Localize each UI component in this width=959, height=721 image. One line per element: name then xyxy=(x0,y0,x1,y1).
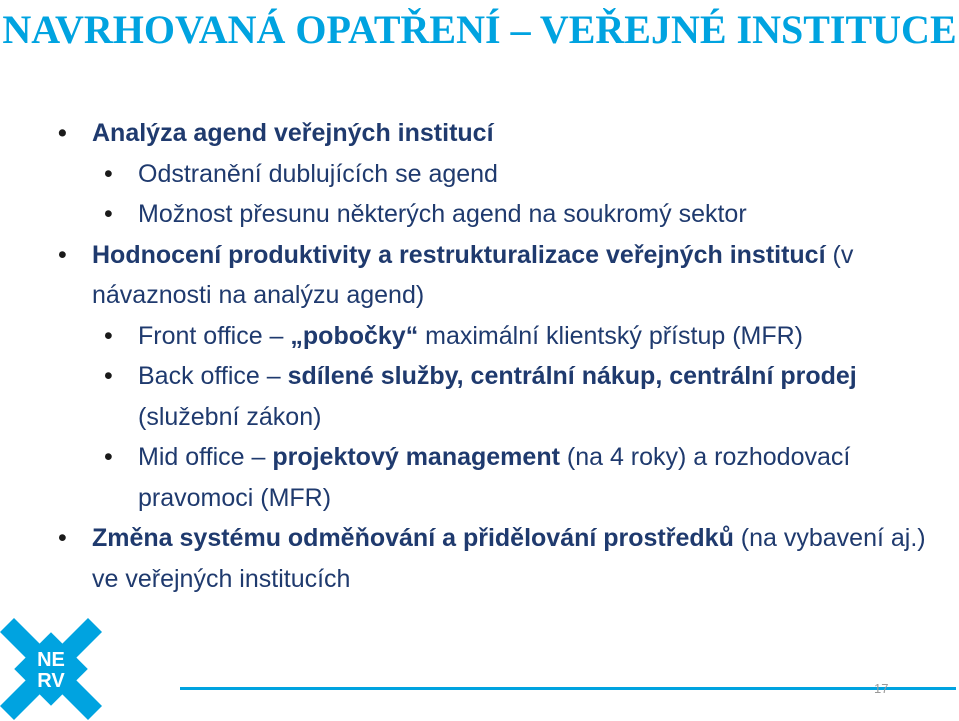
slide-title: NAVRHOVANÁ OPATŘENÍ – VEŘEJNÉ INSTITUCE xyxy=(2,7,957,52)
bullet-text: (v návaznosti na analýzu agend) xyxy=(92,240,854,309)
bullet-list xyxy=(56,113,936,599)
subbullet-duplicate-agendas xyxy=(56,154,936,195)
subbullet-mid-office xyxy=(56,437,936,518)
bullet-text-bold: Změna systému odměňování a přidělování prostředků xyxy=(92,524,734,552)
bullet-remuneration xyxy=(56,518,936,599)
bullet-text-bold: Hodnocení produktivity a restrukturalizace veřejných institucí xyxy=(92,240,826,269)
bullet-agenda-analysis xyxy=(56,113,936,154)
bullet-text-bold: „pobočky“ xyxy=(290,321,419,350)
bullet-text: Front office – xyxy=(138,321,291,350)
bullet-text: (služební zákon) xyxy=(138,402,322,431)
bullet-text: Mid office – xyxy=(138,443,273,471)
subbullet-back-office xyxy=(56,356,936,437)
bullet-text-bold: sdílené služby, centrální nákup, centrální prodej xyxy=(287,362,857,390)
bullet-text: (na vybavení aj.) ve veřejných institucích xyxy=(92,524,926,593)
bullet-text: maximální klientský přístup (MFR) xyxy=(418,321,803,350)
logo-text-top: NE xyxy=(37,649,65,671)
nerv-logo xyxy=(0,618,102,720)
bullet-productivity xyxy=(56,235,936,316)
page-number: 17 xyxy=(874,681,889,696)
subbullet-front-office xyxy=(56,316,936,357)
bullet-text: Odstranění dublujících se agend xyxy=(138,159,498,188)
subbullet-private-sector xyxy=(56,194,936,235)
logo-text-bottom: RV xyxy=(37,670,65,692)
bullet-text: (na 4 roky) a rozhodovací pravomoci (MFR) xyxy=(138,443,851,512)
bullet-text-bold: projektový management xyxy=(272,443,560,471)
bullet-text: Možnost přesunu některých agend na soukromý sektor xyxy=(138,200,747,228)
footer-divider xyxy=(180,687,956,690)
bullet-text: Analýza agend veřejných institucí xyxy=(92,119,494,147)
bullet-text: Back office – xyxy=(138,362,288,390)
